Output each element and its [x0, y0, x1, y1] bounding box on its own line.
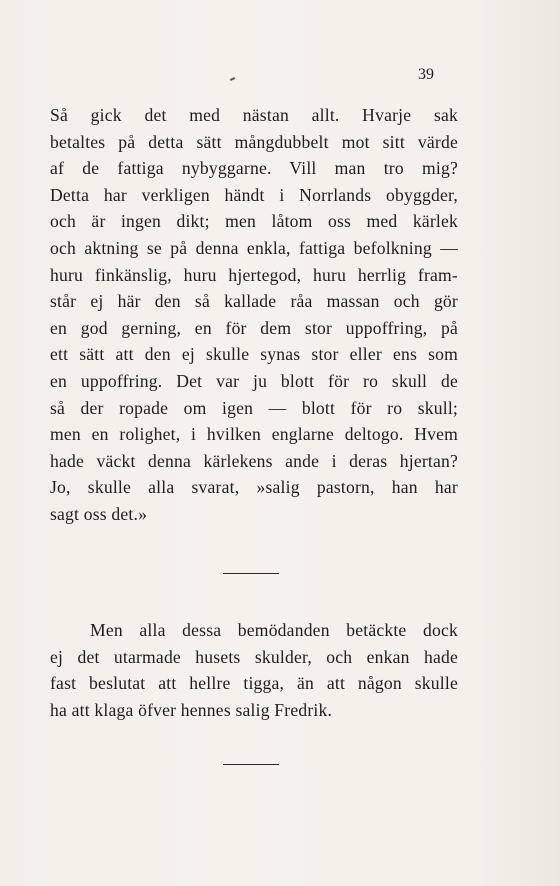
paragraph-1: [50, 102, 458, 528]
text-line: ha att klaga öfver hennes salig Fredrik.: [50, 699, 333, 720]
text-line: men en rolighet, i hvilken englarne deltogo. Hvem: [50, 424, 458, 445]
text-line: betaltes på detta sätt mångdubbelt mot sitt värde: [50, 131, 458, 152]
paragraph-2: [50, 617, 458, 723]
ink-mark: [230, 77, 235, 81]
section-divider: [223, 573, 279, 574]
text-line: Detta har verkligen händt i Norrlands obyggder,: [50, 184, 458, 205]
text-line: en god gerning, en för dem stor uppoffring, på: [50, 317, 458, 338]
page-number: 39: [418, 66, 434, 83]
text-line: fast beslutat att hellre tigga, än att någon skulle: [50, 673, 458, 694]
text-line: af de fattiga nybyggarne. Vill man tro mig?: [50, 158, 458, 179]
text-line: ett sätt att den ej skulle synas stor eller ens som: [50, 344, 458, 365]
text-line: Så gick det med nästan allt. Hvarje sak: [50, 105, 458, 125]
text-line: Men alla dessa bemödanden betäckte dock: [90, 620, 458, 640]
text-line: hade väckt denna kärlekens ande i deras hjertan?: [50, 450, 458, 471]
text-line: och aktning se på denna enkla, fattiga befolkning —: [50, 237, 458, 258]
text-line: står ej här den så kallade råa massan och gör: [50, 291, 458, 312]
text-line: huru finkänslig, huru hjertegod, huru herrlig fram-: [50, 264, 458, 285]
text-line: och är ingen dikt; men låtom oss med kärlek: [50, 211, 458, 232]
text-line: ej det utarmade husets skulder, och enkan hade: [50, 646, 458, 667]
text-line: sagt oss det.»: [50, 503, 148, 524]
text-line: Jo, skulle alla svarat, »salig pastorn, han har: [50, 477, 458, 498]
text-line: så der ropade om igen — blott för ro skull;: [50, 397, 458, 418]
section-divider: [223, 764, 279, 765]
text-line: en uppoffring. Det var ju blott för ro skull de: [50, 370, 458, 391]
